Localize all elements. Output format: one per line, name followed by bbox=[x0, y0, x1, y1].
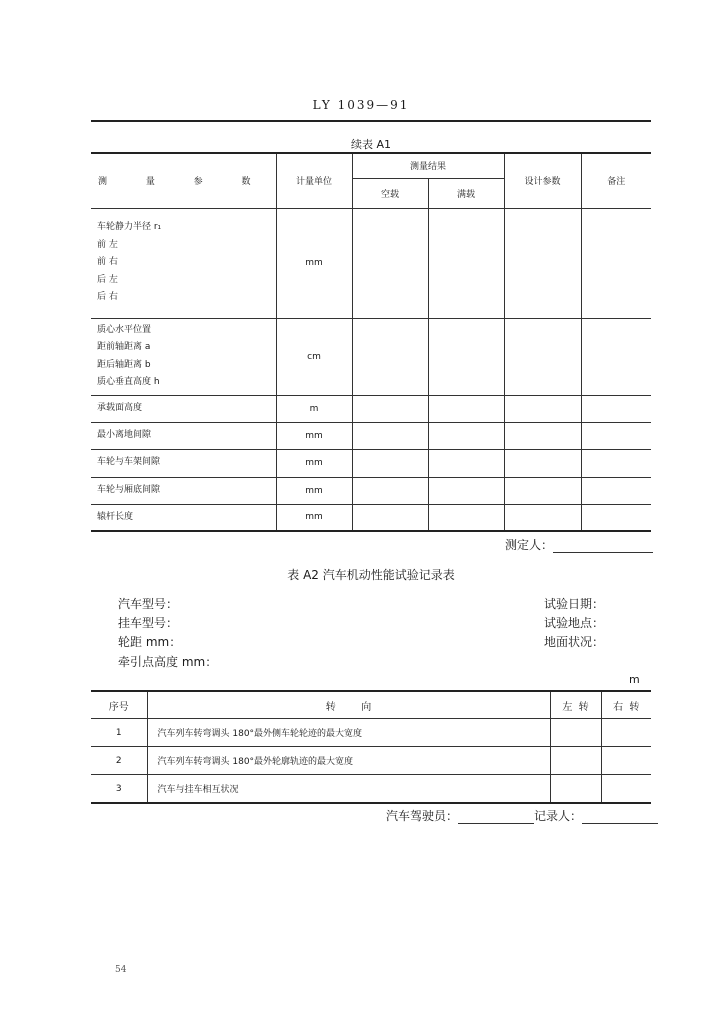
table-a1 bbox=[91, 152, 651, 532]
header-empty-load: 空载 bbox=[352, 178, 428, 208]
page-number: 54 bbox=[115, 965, 127, 975]
header-result-group: 测量结果 bbox=[352, 153, 504, 178]
row-no: 2 bbox=[91, 747, 147, 775]
wheelbase-label: 轮距 mm： bbox=[118, 635, 182, 649]
table-row bbox=[91, 318, 651, 395]
document-code: LY 1039—91 bbox=[312, 98, 410, 112]
vehicle-model-label: 汽车型号： bbox=[118, 597, 179, 611]
tow-height-label: 牵引点高度 mm： bbox=[118, 655, 218, 669]
param-line: 后 右 bbox=[97, 292, 118, 303]
row-desc: 汽车列车转弯调头 180°最外轮廓轨迹的最大宽度 bbox=[147, 747, 550, 775]
unit-cell: m bbox=[276, 395, 352, 422]
param-line: 距后轴距离 b bbox=[97, 359, 151, 370]
table-a2 bbox=[91, 690, 651, 804]
header-remark: 备注 bbox=[581, 153, 651, 208]
table-row bbox=[91, 208, 651, 318]
ground-label: 地面状况： bbox=[544, 635, 605, 649]
driver-blank bbox=[458, 811, 534, 824]
header-design: 设计参数 bbox=[504, 153, 581, 208]
test-site-label: 试验地点： bbox=[544, 616, 605, 630]
unit-label: m bbox=[629, 673, 640, 686]
recorder-blank bbox=[582, 811, 658, 824]
param-line: 质心垂直高度 h bbox=[97, 377, 160, 387]
param-line: 距前轴距离 a bbox=[97, 342, 151, 352]
header-full-load: 满载 bbox=[428, 178, 504, 208]
trailer-model-label: 挂车型号： bbox=[118, 616, 179, 630]
param-line: 质心水平位置 bbox=[97, 324, 152, 335]
param-cell: 车轮与厢底间隙 bbox=[91, 477, 276, 504]
unit-cell: cm bbox=[276, 318, 352, 395]
continued-table-title: 续表 A1 bbox=[350, 138, 392, 151]
param-line: 前 右 bbox=[97, 257, 118, 268]
header-rule bbox=[91, 120, 651, 122]
param-cell: 最小离地间隙 bbox=[91, 422, 276, 449]
row-desc: 汽车列车转弯调头 180°最外侧车轮轮迹的最大宽度 bbox=[147, 719, 550, 747]
unit-cell: mm bbox=[276, 422, 352, 449]
table-row bbox=[91, 395, 651, 422]
table-row bbox=[91, 504, 651, 531]
unit-cell: mm bbox=[276, 449, 352, 477]
param-cell: 辕杆长度 bbox=[91, 504, 276, 531]
header-no: 序号 bbox=[91, 691, 147, 719]
header-left-turn: 左 转 bbox=[550, 691, 601, 719]
row-no: 3 bbox=[91, 775, 147, 804]
unit-cell: mm bbox=[276, 504, 352, 531]
param-cell bbox=[91, 208, 276, 318]
table-a2-title: 表 A2 汽车机动性能试验记录表 bbox=[287, 568, 455, 582]
tester-blank bbox=[553, 540, 653, 553]
param-cell bbox=[91, 318, 276, 395]
tester-signature bbox=[505, 536, 653, 553]
header-direction: 转 向 bbox=[147, 691, 550, 719]
table-row bbox=[91, 719, 651, 747]
table-row bbox=[91, 449, 651, 477]
signature-line bbox=[386, 807, 658, 824]
param-line: 后 左 bbox=[97, 274, 118, 285]
unit-cell: mm bbox=[276, 208, 352, 318]
header-right-turn: 右 转 bbox=[601, 691, 651, 719]
header-param: 测 量 参 数 bbox=[91, 153, 276, 208]
driver-label: 汽车驾驶员： bbox=[386, 809, 459, 823]
table-row bbox=[91, 477, 651, 504]
recorder-label: 记录人： bbox=[534, 809, 583, 823]
tester-label: 测定人： bbox=[505, 538, 554, 552]
param-line: 车轮静力半径 r₁ bbox=[97, 222, 162, 233]
unit-cell: mm bbox=[276, 477, 352, 504]
table-row bbox=[91, 747, 651, 775]
table-row bbox=[91, 422, 651, 449]
row-desc: 汽车与挂车相互状况 bbox=[147, 775, 550, 804]
param-line: 前 左 bbox=[97, 239, 118, 250]
test-date-label: 试验日期： bbox=[544, 597, 605, 611]
param-cell: 车轮与车架间隙 bbox=[91, 449, 276, 477]
header-unit: 计量单位 bbox=[276, 153, 352, 208]
table-row bbox=[91, 775, 651, 804]
row-no: 1 bbox=[91, 719, 147, 747]
param-cell: 承载面高度 bbox=[91, 395, 276, 422]
